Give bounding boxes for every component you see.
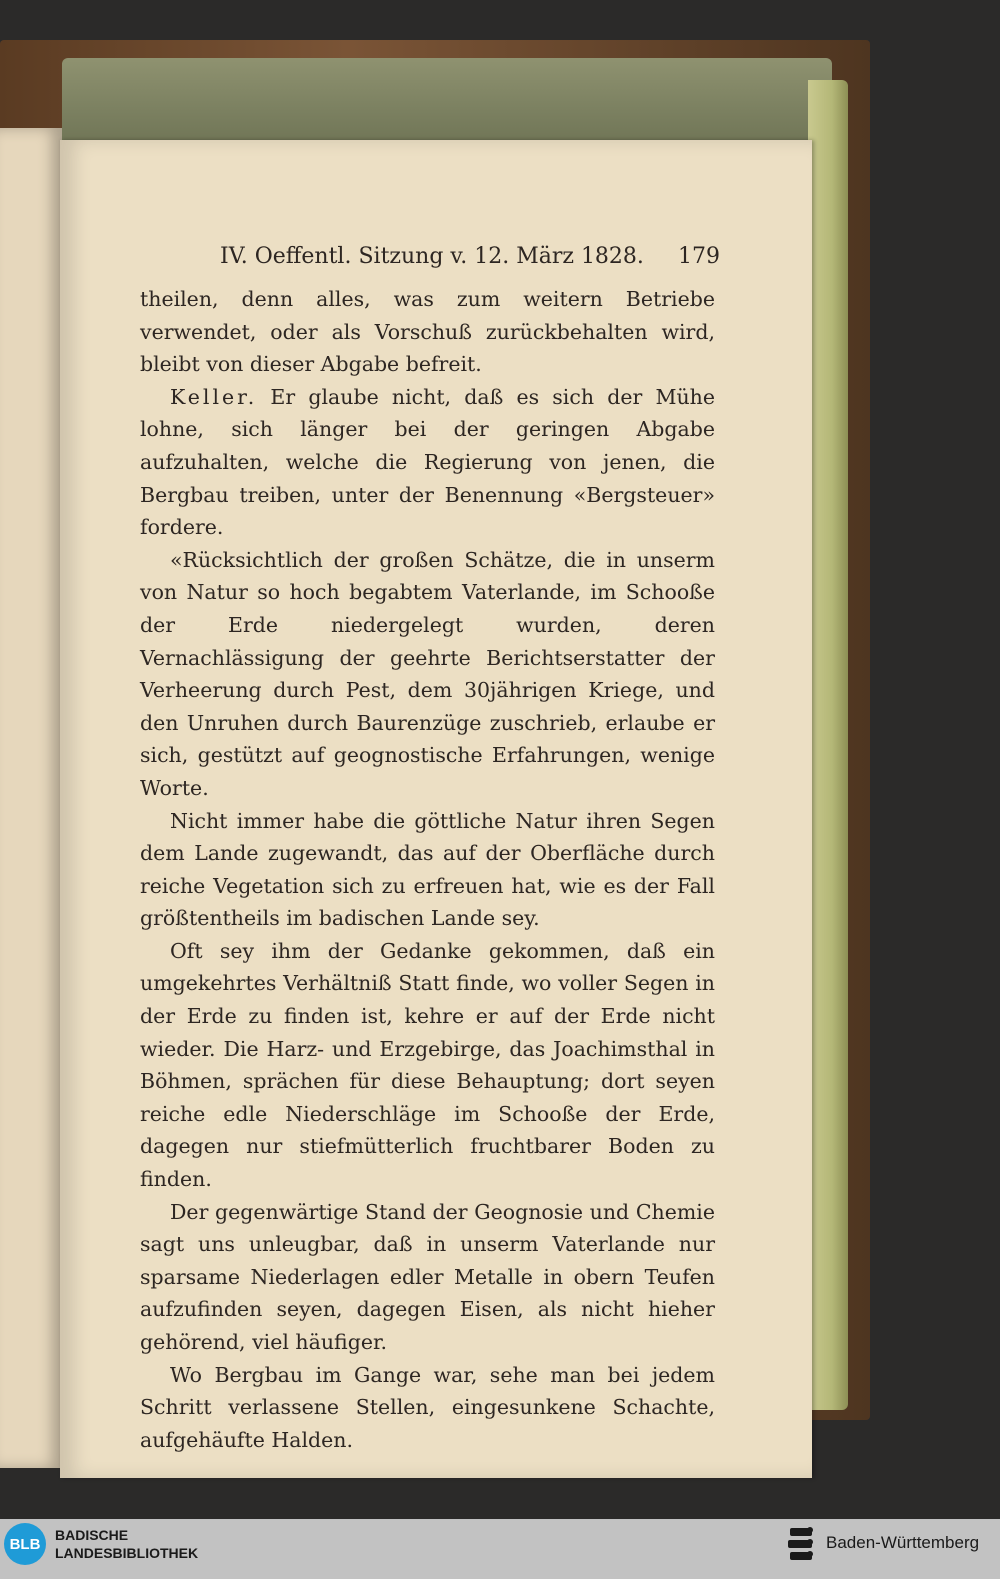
baden-wuerttemberg-lions-icon — [786, 1525, 816, 1563]
paragraph-text: Nicht immer habe die göttliche Natur ihren Segen dem Lande zugewandt, das auf der Oberfläche durch reiche Vegetation sich zu erfreuen hat, wie es der Fall größtentheils im badischen Lande sey. — [140, 808, 715, 931]
state-name: Baden-Württemberg — [826, 1533, 980, 1552]
paragraph-text: theilen, denn alles, was zum weitern Betriebe verwendet, oder als Vorschuß zurückbehalten wird, bleibt von dieser Abgabe befreit. — [140, 287, 715, 377]
paragraph — [140, 805, 715, 935]
page-block-top-edge — [62, 58, 832, 150]
paragraph — [140, 935, 715, 1196]
running-head-title: IV. Oeffentl. Sitzung v. 12. März 1828. — [220, 244, 644, 269]
paragraph-text: «Rücksichtlich der großen Schätze, die in unserm von Natur so hoch begabtem Vaterlande, im Schooße der Erde niedergelegt wurden, deren Vernachlässigung der geehrte Berichtserstatter der Verheerung durch Pest, dem 30jährigen Kriege, und den Unruhen durch Baurenzüge zuschrieb, erlaube er sich, gestützt auf geognostische Erfahrungen, wenige Worte. — [140, 547, 715, 800]
library-name — [55, 1526, 198, 1562]
library-name-line2: LANDESBIBLIOTHEK — [55, 1545, 199, 1561]
paragraph-text: Er glaube nicht, daß es sich der Mühe lohne, sich länger bei der geringen Abgabe aufzuhalten, welche die Regierung von jenen, die Bergbau treiben, unter der Benennung «Bergsteuer» fordere. — [140, 384, 715, 540]
running-head — [220, 244, 720, 278]
paragraph — [140, 381, 715, 544]
page-block-right-edge — [808, 80, 848, 1410]
paragraph-text: Wo Bergbau im Gange war, sehe man bei jedem Schritt verlassene Stellen, eingesunkene Schachte, aufgehäufte Halden. — [140, 1362, 715, 1452]
speaker-name: Keller. — [170, 384, 258, 409]
footer-bar — [0, 1519, 1000, 1579]
paragraph — [140, 1359, 715, 1457]
library-name-line1: BADISCHE — [55, 1527, 129, 1543]
paragraph-text: Oft sey ihm der Gedanke gekommen, daß ein umgekehrtes Verhältniß Statt finde, wo voller Segen in der Erde zu finden ist, kehre er auf der Erde nicht wieder. Die Harz- und Erzgebirge, das Joachimsthal in Böhmen, sprächen für diese Behauptung; dort seyen reiche edle Niederschläge im Schooße der Erde, dagegen nur stiefmütterlich fruchtbarer Boden zu finden. — [140, 938, 715, 1192]
page-number: 179 — [678, 244, 720, 269]
paragraph — [140, 544, 715, 805]
paragraph — [140, 1196, 715, 1359]
blb-logo: BLB — [4, 1523, 46, 1565]
left-page-edge — [0, 128, 62, 1468]
page-body — [140, 283, 715, 1456]
paragraph-text: Der gegenwärtige Stand der Geognosie und Chemie sagt uns unleugbar, daß in unserm Vaterlande nur sparsame Niederlagen edler Metalle in obern Teufen aufzufinden seyen, dagegen Eisen, als nicht hieher gehörend, viel häufiger. — [140, 1199, 715, 1354]
paragraph — [140, 283, 715, 381]
